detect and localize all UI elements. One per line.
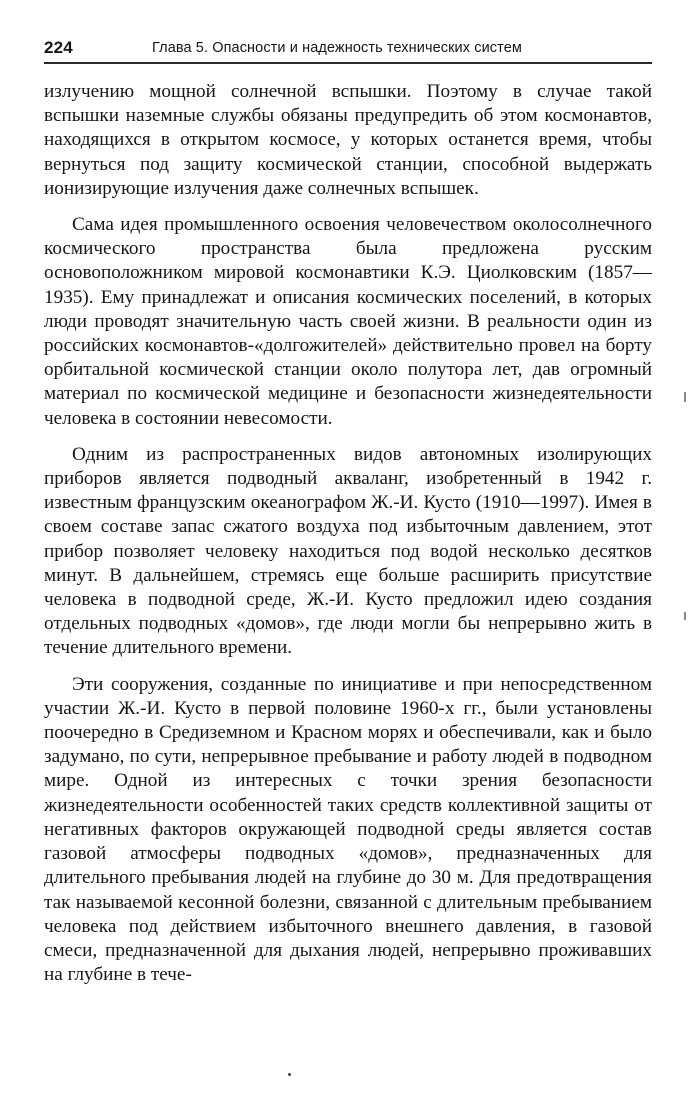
paragraph: Одним из распространенных видов автономных изолирующих приборов является подводный акваланг, изобретенный в 1942 г. известным французским океанографом Ж.-И. Кусто (1910—1997). Имея в своем составе запас сжатого воздуха под избыточным давлением, этот прибор позволяет человеку находиться под водой несколько десятков минут. В дальнейшем, стремясь еще больше расширить присутствие человека в подводной среде, Ж.-И. Кусто предложил идею создания отдельных подводных «домов», где люди могли бы непрерывно жить в течение длительного времени. xyxy=(44,443,652,659)
scan-edge-mark xyxy=(684,612,686,620)
running-header xyxy=(44,36,652,64)
chapter-title: Глава 5. Опасности и надежность технических систем xyxy=(152,40,522,56)
scan-speck xyxy=(288,1073,291,1076)
scan-edge-mark xyxy=(684,392,686,402)
body-text xyxy=(44,80,652,987)
page-number: 224 xyxy=(44,38,73,57)
paragraph: Эти сооружения, созданные по инициативе и при непосредственном участии Ж.-И. Кусто в первой половине 1960-х гг., были установлены поочередно в Средиземном и Красном морях и обеспечивали, как и было задумано, по сути, непрерывное пребывание и работу людей в подводном мире. Одной из интересных с точки зрения безопасности жизнедеятельности особенностей таких средств коллективной защиты от негативных факторов окружающей подводной среды является состав газовой атмосферы подводных «домов», предназначенных для длительного пребывания людей на глубине до 30 м. Для предотвращения так называемой кесонной болезни, связанной с длительным пребыванием человека под действием избыточного внешнего давления, в газовой смеси, предназначенной для дыхания людей, непрерывно проживавших на глубине в тече- xyxy=(44,673,652,986)
paragraph: Сама идея промышленного освоения человечеством околосолнечного космического пространства была предложена русским основоположником мировой космонавтики К.Э. Циолковским (1857—1935). Ему принадлежат и описания космических поселений, в которых люди проводят значительную часть своей жизни. В реальности один из российских космонавтов-«долгожителей» действительно провел на борту орбитальной космической станции около полутора лет, дав огромный материал по космической медицине и безопасности жизнедеятельности человека в состоянии невесомости. xyxy=(44,214,652,429)
paragraph-continued: излучению мощной солнечной вспышки. Поэтому в случае такой вспышки наземные службы обязаны предупредить об этом космонавтов, находящихся в открытом космосе, у которых останется время, чтобы вернуться под защиту космической станции, способной выдержать ионизирующие излучения даже солнечных вспышек. xyxy=(44,81,652,199)
